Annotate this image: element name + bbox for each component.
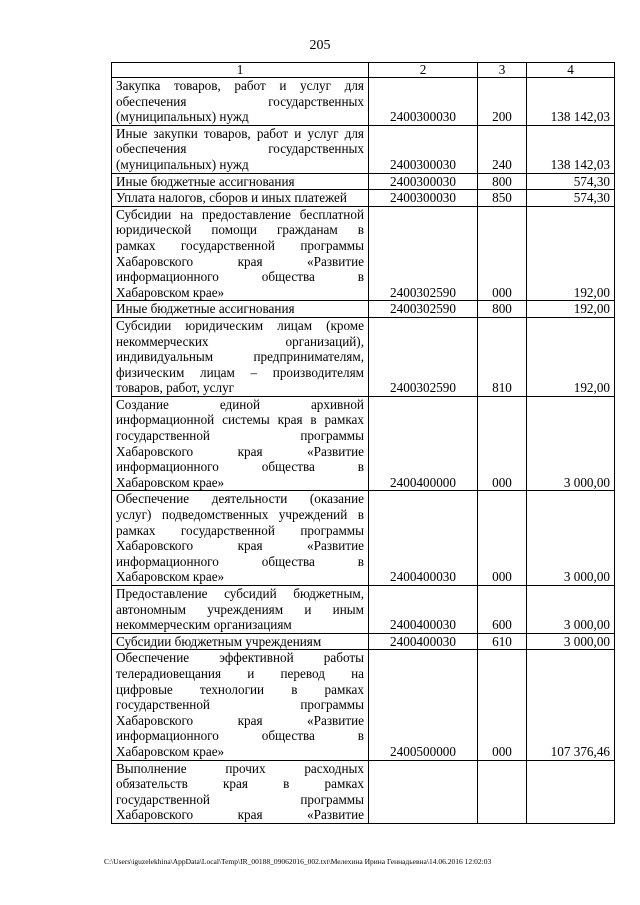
expense-type-code: 200 bbox=[478, 78, 527, 126]
amount: 192,00 bbox=[527, 301, 615, 318]
row-description bbox=[112, 125, 369, 173]
header-col-2: 2 bbox=[369, 63, 478, 78]
description-line: Создание единой архивной bbox=[116, 396, 364, 412]
description-line: государственной программы bbox=[116, 428, 364, 444]
description-line: Хабаровского края «Развитие bbox=[116, 443, 364, 459]
table-row bbox=[112, 125, 615, 173]
target-article-code: 2400400030 bbox=[369, 491, 478, 586]
description-line: индивидуальным предпринимателям, bbox=[116, 349, 364, 365]
amount: 192,00 bbox=[527, 206, 615, 301]
row-description bbox=[112, 586, 369, 634]
file-path-footer: C:\Users\iguzelekhina\AppData\Local\Temp\IR_00188_09062016_002.txt\Мелехина Ирина Геннадьевна\14.06.2016 12:02:03 bbox=[104, 857, 492, 866]
table-row bbox=[112, 760, 615, 823]
target-article-code: 2400302590 bbox=[369, 317, 478, 396]
row-description bbox=[112, 317, 369, 396]
description-line: Обеспечение деятельности (оказание bbox=[116, 491, 364, 507]
description-line: физическим лицам – производителям bbox=[116, 364, 364, 380]
description-line: государственной программы bbox=[116, 791, 364, 807]
target-article-code: 2400300030 bbox=[369, 78, 478, 126]
target-article-code: 2400400030 bbox=[369, 633, 478, 650]
row-description bbox=[112, 633, 369, 650]
amount bbox=[527, 760, 615, 823]
row-description bbox=[112, 491, 369, 586]
description-line: услуг) подведомственных учреждений в bbox=[116, 507, 364, 523]
header-col-3: 3 bbox=[478, 63, 527, 78]
expense-type-code: 240 bbox=[478, 125, 527, 173]
page-number: 205 bbox=[309, 38, 331, 53]
description-line: Обеспечение эффективной работы bbox=[116, 650, 364, 666]
row-description bbox=[112, 650, 369, 760]
description-line: некоммерческих организаций), bbox=[116, 333, 364, 349]
table-header-row bbox=[112, 63, 615, 78]
table-row bbox=[112, 650, 615, 760]
description-line: Иные бюджетные ассигнования bbox=[116, 301, 295, 317]
target-article-code: 2400302590 bbox=[369, 301, 478, 318]
row-description bbox=[112, 206, 369, 301]
description-line: Субсидии бюджетным учреждениям bbox=[116, 633, 322, 649]
row-description bbox=[112, 396, 369, 491]
amount: 3 000,00 bbox=[527, 491, 615, 586]
description-line: рамках государственной программы bbox=[116, 237, 364, 253]
amount: 574,30 bbox=[527, 190, 615, 207]
description-line: Хабаровского края «Развитие bbox=[116, 807, 364, 823]
amount: 3 000,00 bbox=[527, 586, 615, 634]
description-line: информационного общества в bbox=[116, 269, 364, 285]
expense-type-code: 000 bbox=[478, 650, 527, 760]
expense-type-code: 800 bbox=[478, 301, 527, 318]
amount: 192,00 bbox=[527, 317, 615, 396]
description-line: некоммерческим организациям bbox=[116, 617, 292, 633]
header-col-4: 4 bbox=[527, 63, 615, 78]
expense-type-code: 850 bbox=[478, 190, 527, 207]
amount: 574,30 bbox=[527, 173, 615, 190]
target-article-code: 2400300030 bbox=[369, 173, 478, 190]
expense-type-code: 800 bbox=[478, 173, 527, 190]
row-description bbox=[112, 78, 369, 126]
description-line: Хабаровского края «Развитие bbox=[116, 712, 364, 728]
description-line: автономным учреждениям и иным bbox=[116, 601, 364, 617]
expense-type-code: 610 bbox=[478, 633, 527, 650]
description-line: юридической помощи гражданам в bbox=[116, 222, 364, 238]
description-line: Хабаровского края «Развитие bbox=[116, 253, 364, 269]
table-row bbox=[112, 586, 615, 634]
description-line: информационного общества в bbox=[116, 728, 364, 744]
description-line: Хабаровском крае» bbox=[116, 743, 225, 759]
description-line: информационной системы края в рамках bbox=[116, 412, 364, 428]
table-row bbox=[112, 206, 615, 301]
target-article-code: 2400400000 bbox=[369, 396, 478, 491]
description-line: государственной программы bbox=[116, 697, 364, 713]
amount: 107 376,46 bbox=[527, 650, 615, 760]
description-line: информационного общества в bbox=[116, 553, 364, 569]
description-line: Уплата налогов, сборов и иных платежей bbox=[116, 190, 347, 206]
expense-type-code: 000 bbox=[478, 491, 527, 586]
description-line: телерадиовещания и перевод на bbox=[116, 665, 364, 681]
table-row bbox=[112, 633, 615, 650]
description-line: (муниципальных) нужд bbox=[116, 156, 249, 172]
description-line: Предоставление субсидий бюджетным, bbox=[116, 586, 364, 601]
description-line: обеспечения государственных bbox=[116, 93, 364, 109]
description-line: (муниципальных) нужд bbox=[116, 109, 249, 125]
amount: 138 142,03 bbox=[527, 78, 615, 126]
amount: 138 142,03 bbox=[527, 125, 615, 173]
table-row bbox=[112, 317, 615, 396]
header-col-1: 1 bbox=[112, 63, 369, 78]
description-line: рамках государственной программы bbox=[116, 522, 364, 538]
table-row bbox=[112, 78, 615, 126]
table-row bbox=[112, 173, 615, 190]
budget-table bbox=[111, 62, 615, 824]
target-article-code: 2400400030 bbox=[369, 586, 478, 634]
description-line: товаров, работ, услуг bbox=[116, 380, 235, 396]
amount: 3 000,00 bbox=[527, 633, 615, 650]
table-row bbox=[112, 190, 615, 207]
description-line: Субсидии юридическим лицам (кроме bbox=[116, 317, 364, 333]
description-line: Закупка товаров, работ и услуг для bbox=[116, 78, 364, 93]
row-description bbox=[112, 173, 369, 190]
row-description bbox=[112, 760, 369, 823]
row-description bbox=[112, 301, 369, 318]
table-row bbox=[112, 396, 615, 491]
target-article-code: 2400500000 bbox=[369, 650, 478, 760]
description-line: Иные закупки товаров, работ и услуг для bbox=[116, 125, 364, 141]
description-line: информационного общества в bbox=[116, 459, 364, 475]
description-line: обязательств края в рамках bbox=[116, 776, 364, 792]
description-line: цифровые технологии в рамках bbox=[116, 681, 364, 697]
description-line: Хабаровском крае» bbox=[116, 569, 225, 585]
table-row bbox=[112, 301, 615, 318]
description-line: Хабаровском крае» bbox=[116, 474, 225, 490]
description-line: Иные бюджетные ассигнования bbox=[116, 173, 295, 189]
expense-type-code: 600 bbox=[478, 586, 527, 634]
expense-type-code: 810 bbox=[478, 317, 527, 396]
description-line: Субсидии на предоставление бесплатной bbox=[116, 206, 364, 222]
description-line: обеспечения государственных bbox=[116, 141, 364, 157]
expense-type-code bbox=[478, 760, 527, 823]
row-description bbox=[112, 190, 369, 207]
amount: 3 000,00 bbox=[527, 396, 615, 491]
target-article-code bbox=[369, 760, 478, 823]
expense-type-code: 000 bbox=[478, 206, 527, 301]
expense-type-code: 000 bbox=[478, 396, 527, 491]
description-line: Выполнение прочих расходных bbox=[116, 760, 364, 776]
target-article-code: 2400300030 bbox=[369, 190, 478, 207]
table-row bbox=[112, 491, 615, 586]
description-line: Хабаровском крае» bbox=[116, 284, 225, 300]
description-line: Хабаровского края «Развитие bbox=[116, 538, 364, 554]
target-article-code: 2400300030 bbox=[369, 125, 478, 173]
target-article-code: 2400302590 bbox=[369, 206, 478, 301]
